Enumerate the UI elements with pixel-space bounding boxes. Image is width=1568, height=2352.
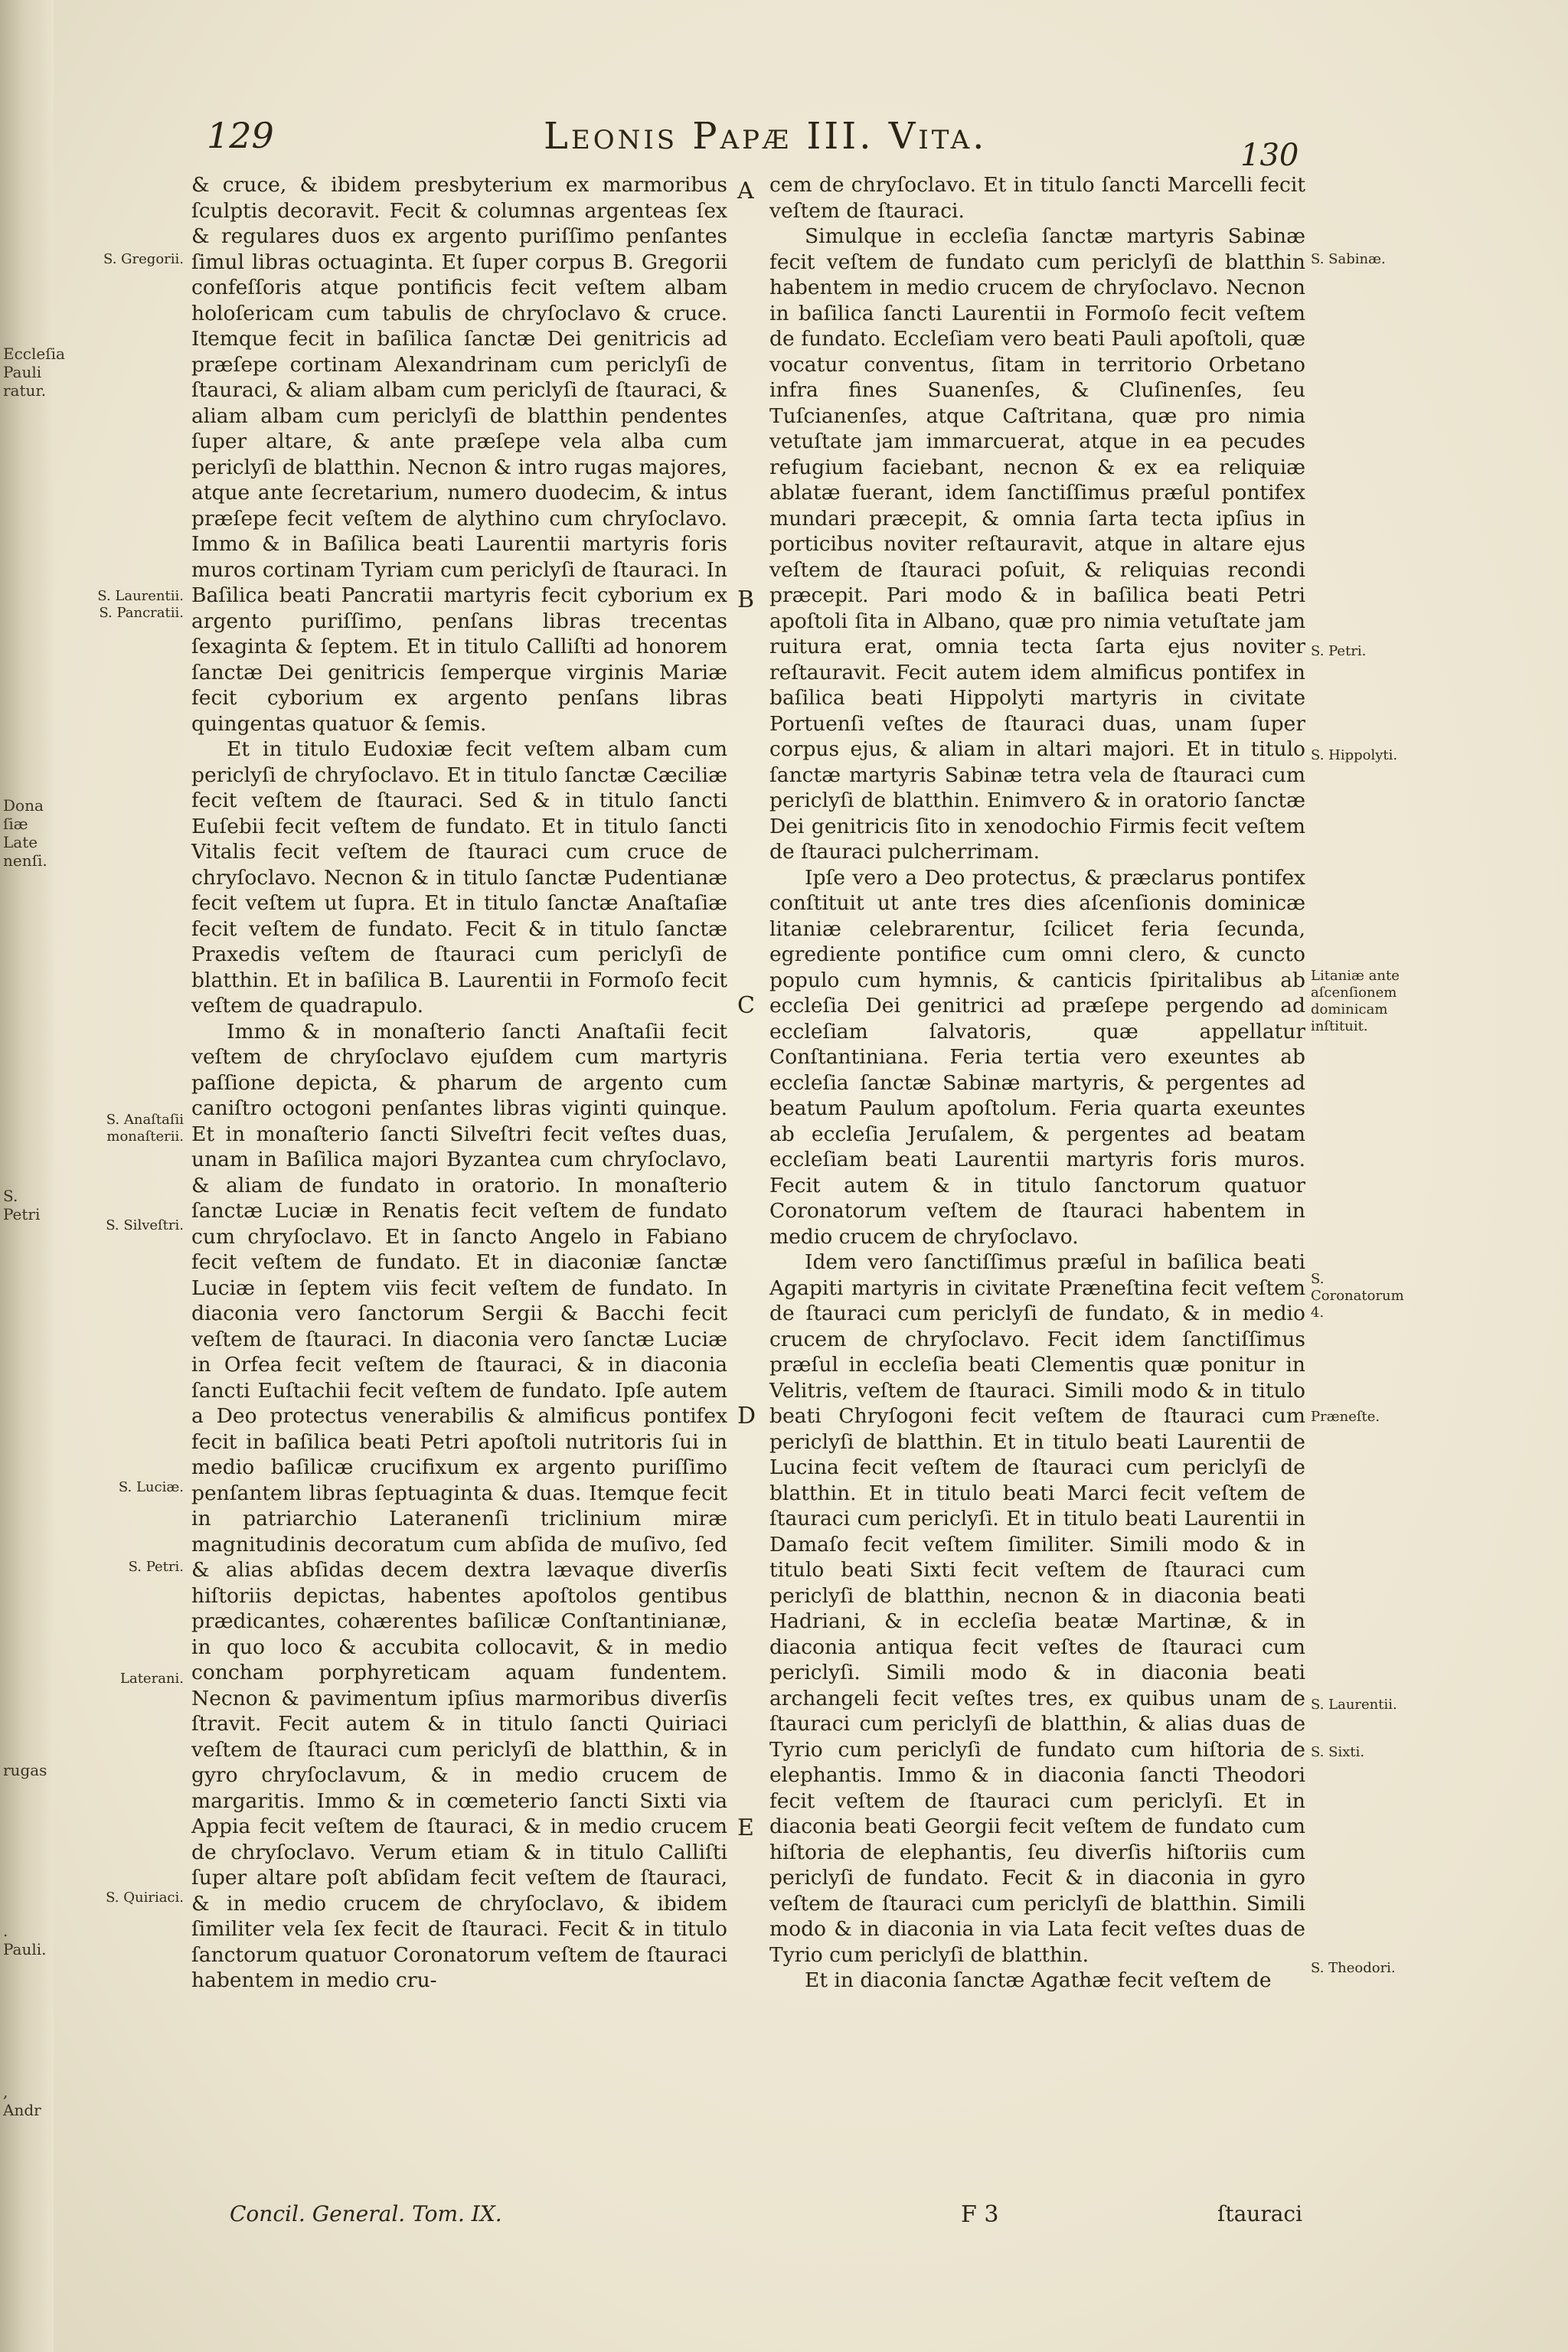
gutter-note: S. Petri [3,1187,41,1223]
gutter-note: . Pauli. [3,1922,47,1958]
paragraph: Idem vero ſanctiſſimus præſul in baſilica beati Agapiti martyris in civitate Præneſtina fecit veſtem de ſtauraci cum periclyſi de fundato, & in medio crucem de chryſoclavo. Fecit idem ſanctiſſimus præſul in eccleſia beati Clementis quæ ponitur in Velitris, veſtem de ſtauraci. Simili modo & in titulo beati Chryſogoni fecit veſtem de ſtauraci cum periclyſi de blatthin. Et in titulo beati Laurentii de Lucina fecit veſtem de ſtauraci cum periclyſi de blatthin. Et in titulo beati Marci fecit veſtem de ſtauraci cum periclyſi. Et in titulo beati Laurentii in Damaſo fecit veſtem ſimiliter. Simili modo & in titulo beati Sixti fecit veſtem de ſtauraci cum periclyſi de blatthin, necnon & in diaconia beati Hadriani, & in eccleſia beatæ Martinæ, & in diaconia antiqua fecit veſtes de ſtauraci cum periclyſi. Simili modo & in diaconia beati archangeli fecit veſtes tres, ex quibus unam de ſtauraci cum periclyſi de blatthin, & alias duas de Tyrio cum periclyſi de fundato cum hiſtoria de elephantis. Immo & in diaconia ſancti Theodori fecit veſtem de ſtauraci cum periclyſi. Et in diaconia beati Georgii fecit veſtem de fundato cum hiſtoria de elephantis, ſeu diverſis hiſtoriis cum periclyſi de fundato. Fecit & in diaconia in gyro veſtem de ſtauraci cum periclyſi de blatthin. Simili modo & in diaconia in via Lata fecit veſtes duas de Tyrio cum periclyſi de blatthin. [769,1250,1305,1967]
margin-note: S. Petri. [1311,643,1367,659]
paragraph: Ipſe vero a Deo protectus, & præclarus pontifex conſtituit ut ante tres dies aſcenſionis dominicæ litaniæ celebrarentur, ſcilicet feria ſecunda, egrediente pontifice cum omni clero, & cuncto populo cum hymnis, & canticis ſpiritalibus ab eccleſia Dei genitrici ad præſepe pergendo ad eccleſiam ſalvatoris, quæ appellatur Conſtantiniana. Feria tertia vero exeuntes ab eccleſia ſanctæ Sabinæ martyris, & pergentes ad beatum Paulum apoſtolum. Feria quarta exeuntes ab eccleſia Jeruſalem, & pergentes ad beatam eccleſiam beati Laurentii martyris foris muros. Fecit autem & in titulo ſanctorum quatuor Coronatorum veſtem de ſtauraci habentem in medio crucem de chryſoclavo. [769,865,1305,1249]
margin-note: S. Luciæ. [118,1479,184,1495]
margin-note: S. Silveſtri. [106,1217,184,1233]
section-letter: B [737,586,755,613]
running-header [207,115,1299,173]
section-letter: C [737,992,755,1019]
margin-note: Præneſte. [1311,1409,1380,1425]
page-number-left: 129 [207,115,274,156]
paragraph: Immo & in monaſterio ſancti Anaſtaſii fecit veſtem de chryſoclavo ejuſdem cum martyris paſſione depicta, & pharum de argento cum caniſtro octogoni penſantes libras viginti quinque. Et in monaſterio ſancti Silveſtri fecit veſtes duas, unam in Baſilica majori Byzantea cum chryſoclavo, & aliam de fundato in oratorio. In monaſterio ſanctæ Luciæ in Renatis fecit veſtem de fundato cum chryſoclavo. Et in ſancto Angelo in Fabiano fecit veſtem de fundato. Et in diaconiæ ſanctæ Luciæ in ſeptem viis fecit veſtem de fundato. In diaconia vero ſanctorum Sergii & Bacchi fecit veſtem de ſtauraci. In diaconia vero ſanctæ Luciæ in Orfea fecit veſtem de ſtauraci, & in diaconia ſancti Euſtachii fecit veſtem de fundato. Ipſe autem a Deo protectus venerabilis & almificus pontifex fecit in baſilica beati Petri apoſtoli nutritoris ſui in medio baſilicæ crucifixum ex argento puriſſimo penſantem libras ſeptuaginta & duas. Itemque fecit in patriarchio Lateranenſi triclinium miræ magnitudinis decoratum cum abſida de muſivo, ſed & alias abſidas decem dextra lævaque diverſis hiſtoriis depictas, habentes apoſtolos gentibus prædicantes, cohærentes baſilicæ Conſtantinianæ, in quo loco & accubita collocavit, & in medio concham porphyreticam aquam fundentem. Necnon & pavimentum ipſius marmoribus diverſis ſtravit. Fecit autem & in titulo ſancti Quiriaci veſtem de ſtauraci cum periclyſi de blatthin, & in gyro chryſoclavum, & in medio crucem de margaritis. Immo & in cœmeterio ſancti Sixti via Appia fecit veſtem de ſtauraci, & in medio crucem de chryſoclavo. Verum etiam & in titulo Calliſti ſuper altare poſt abſidam fecit veſtem de ſtauraci, & in medio crucem de chryſoclavo, & ibidem ſimiliter vela ſex fecit de ſtauraci. Fecit & in titulo ſanctorum quatuor Coronatorum veſtem de ſtauraci habentem in medio cru- [191,1019,727,1992]
left-text-column [191,172,727,1994]
signature-mark: F 3 [961,2201,999,2228]
right-text-column [769,172,1305,1994]
margin-note: Laterani. [120,1671,184,1687]
paragraph: Et in diaconia ſanctæ Agathæ fecit veſtem de [805,1968,1272,1992]
margin-note: S. Hippolyti. [1311,747,1398,763]
margin-note: S. Coronatorum 4. [1311,1271,1404,1321]
footer-volume: Concil. General. Tom. IX. [230,2201,502,2226]
margin-note: S. Sabinæ. [1311,251,1386,267]
margin-note: S. Gregorii. [103,251,184,267]
margin-note: S. Anaſtaſii monaſterii. [106,1112,184,1145]
page-number-right: 130 [1240,138,1299,173]
margin-note: S. Laurentii. [1311,1697,1397,1713]
margin-note: S. Petri. [128,1559,184,1575]
catchword: ſtauraci [1217,2201,1303,2226]
gutter-note: Eccleſia Pauli ratur. [3,345,65,400]
margin-note: S. Sixti. [1311,1744,1365,1760]
paragraph: Et in titulo Eudoxiæ fecit veſtem albam cum periclyſi de chryſoclavo. Et in titulo ſanctæ Cæciliæ fecit veſtem de ſtauraci. Sed & in titulo ſancti Euſebii fecit veſtem de fundato. Et in titulo ſancti Vitalis fecit veſtem de ſtauraci cum cruce de chryſoclavo. Necnon & in titulo ſanctæ Pudentianæ fecit veſtem ut ſupra. Et in titulo ſanctæ Anaſtaſiæ fecit veſtem de fundato. Fecit & in titulo ſanctæ Praxedis veſtem de ſtauraci cum periclyſi de blatthin. Et in baſilica B. Laurentii in Formoſo fecit veſtem de quadrapulo. [191,737,727,1018]
section-letter: A [737,178,754,204]
section-letter: D [737,1403,756,1429]
margin-note: Litaniæ ante aſcenſionem dominicam inſtituit. [1311,968,1400,1034]
margin-note: S. Quiriaci. [106,1890,184,1906]
running-title: Leonis Papæ III. Vita. [544,115,988,158]
paragraph: cem de chryſoclavo. Et in titulo ſancti Marcelli fecit veſtem de ſtauraci. [769,173,1305,223]
gutter-note: , Andr [3,2082,41,2119]
gutter-note: rugas [3,1761,47,1779]
gutter-note: Dona ſiæ Late nenſi. [3,796,47,870]
margin-note: S. Theodori. [1311,1960,1396,1976]
section-letter: E [737,1815,754,1841]
margin-note: S. Laurentii. S. Pancratii. [97,588,184,621]
paragraph: & cruce, & ibidem presbyterium ex marmoribus ſculptis decoravit. Fecit & columnas argenteas ſex & regulares duos ex argento puriſſimo penſantes ſimul libras octuaginta. Et ſuper corpus B. Gregorii confeſſoris atque pontificis fecit veſtem albam holoſericam cum tabulis de chryſoclavo & cruce. Itemque fecit in baſilica ſanctæ Dei genitricis ad præſepe cortinam Alexandrinam cum periclyſi de ſtauraci, & aliam albam cum periclyſi de ſtauraci, & aliam albam cum periclyſi de blatthin pendentes ſuper altare, & ante præſepe vela alba cum periclyſi de blatthin. Necnon & intro rugas majores, atque ante ſecretarium, numero duodecim, & intus præſepe fecit veſtem de alythino cum chryſoclavo. Immo & in Baſilica beati Laurentii martyris foris muros cortinam Tyriam cum periclyſi de ſtauraci. In Baſilica beati Pancratii martyris fecit cyborium ex argento puriſſimo, penſans libras trecentas ſexaginta & ſeptem. Et in titulo Calliſti ad honorem ſanctæ Dei genitricis ſemperque virginis Mariæ fecit cyborium ex argento penſans libras quingentas quatuor & ſemis. [191,173,727,736]
paragraph: Simulque in eccleſia ſanctæ martyris Sabinæ fecit veſtem de fundato cum periclyſi de blatthin habentem in medio crucem de chryſoclavo. Necnon in baſilica ſancti Laurentii in Formoſo fecit veſtem de fundato. Eccleſiam vero beati Pauli apoſtoli, quæ vocatur conventus, ſitam in territorio Orbetano infra fines Suanenſes, & Cluſinenſes, ſeu Tuſcianenſes, atque Caſtritana, quæ pro nimia vetuſtate jam immarcuerat, atque in ea pecudes refugium faciebant, necnon & ex ea reliquiæ ablatæ fuerant, idem ſanctiſſimus præſul pontifex mundari præcepit, & omnia ſarta tecta ipſius in porticibus noviter reſtauravit, atque in altare ejus veſtem de ſtauraci poſuit, & reliquias recondi præcepit. Pari modo & in baſilica beati Petri apoſtoli ſita in Albano, quæ pro nimia vetuſtate jam ruitura erat, omnia tecta ſarta ejus noviter reſtauravit. Fecit autem idem almificus pontifex in baſilica beati Hippolyti martyris in civitate Portuenſi veſtes de ſtauraci duas, unam ſuper corpus ejus, & aliam in altari majori. Et in titulo ſanctæ martyris Sabinæ tetra vela de ſtauraci cum periclyſi de blatthin. Enimvero & in oratorio ſanctæ Dei genitricis ſito in xenodochio Firmis fecit veſtem de ſtauraci pulcherrimam. [769,224,1305,864]
